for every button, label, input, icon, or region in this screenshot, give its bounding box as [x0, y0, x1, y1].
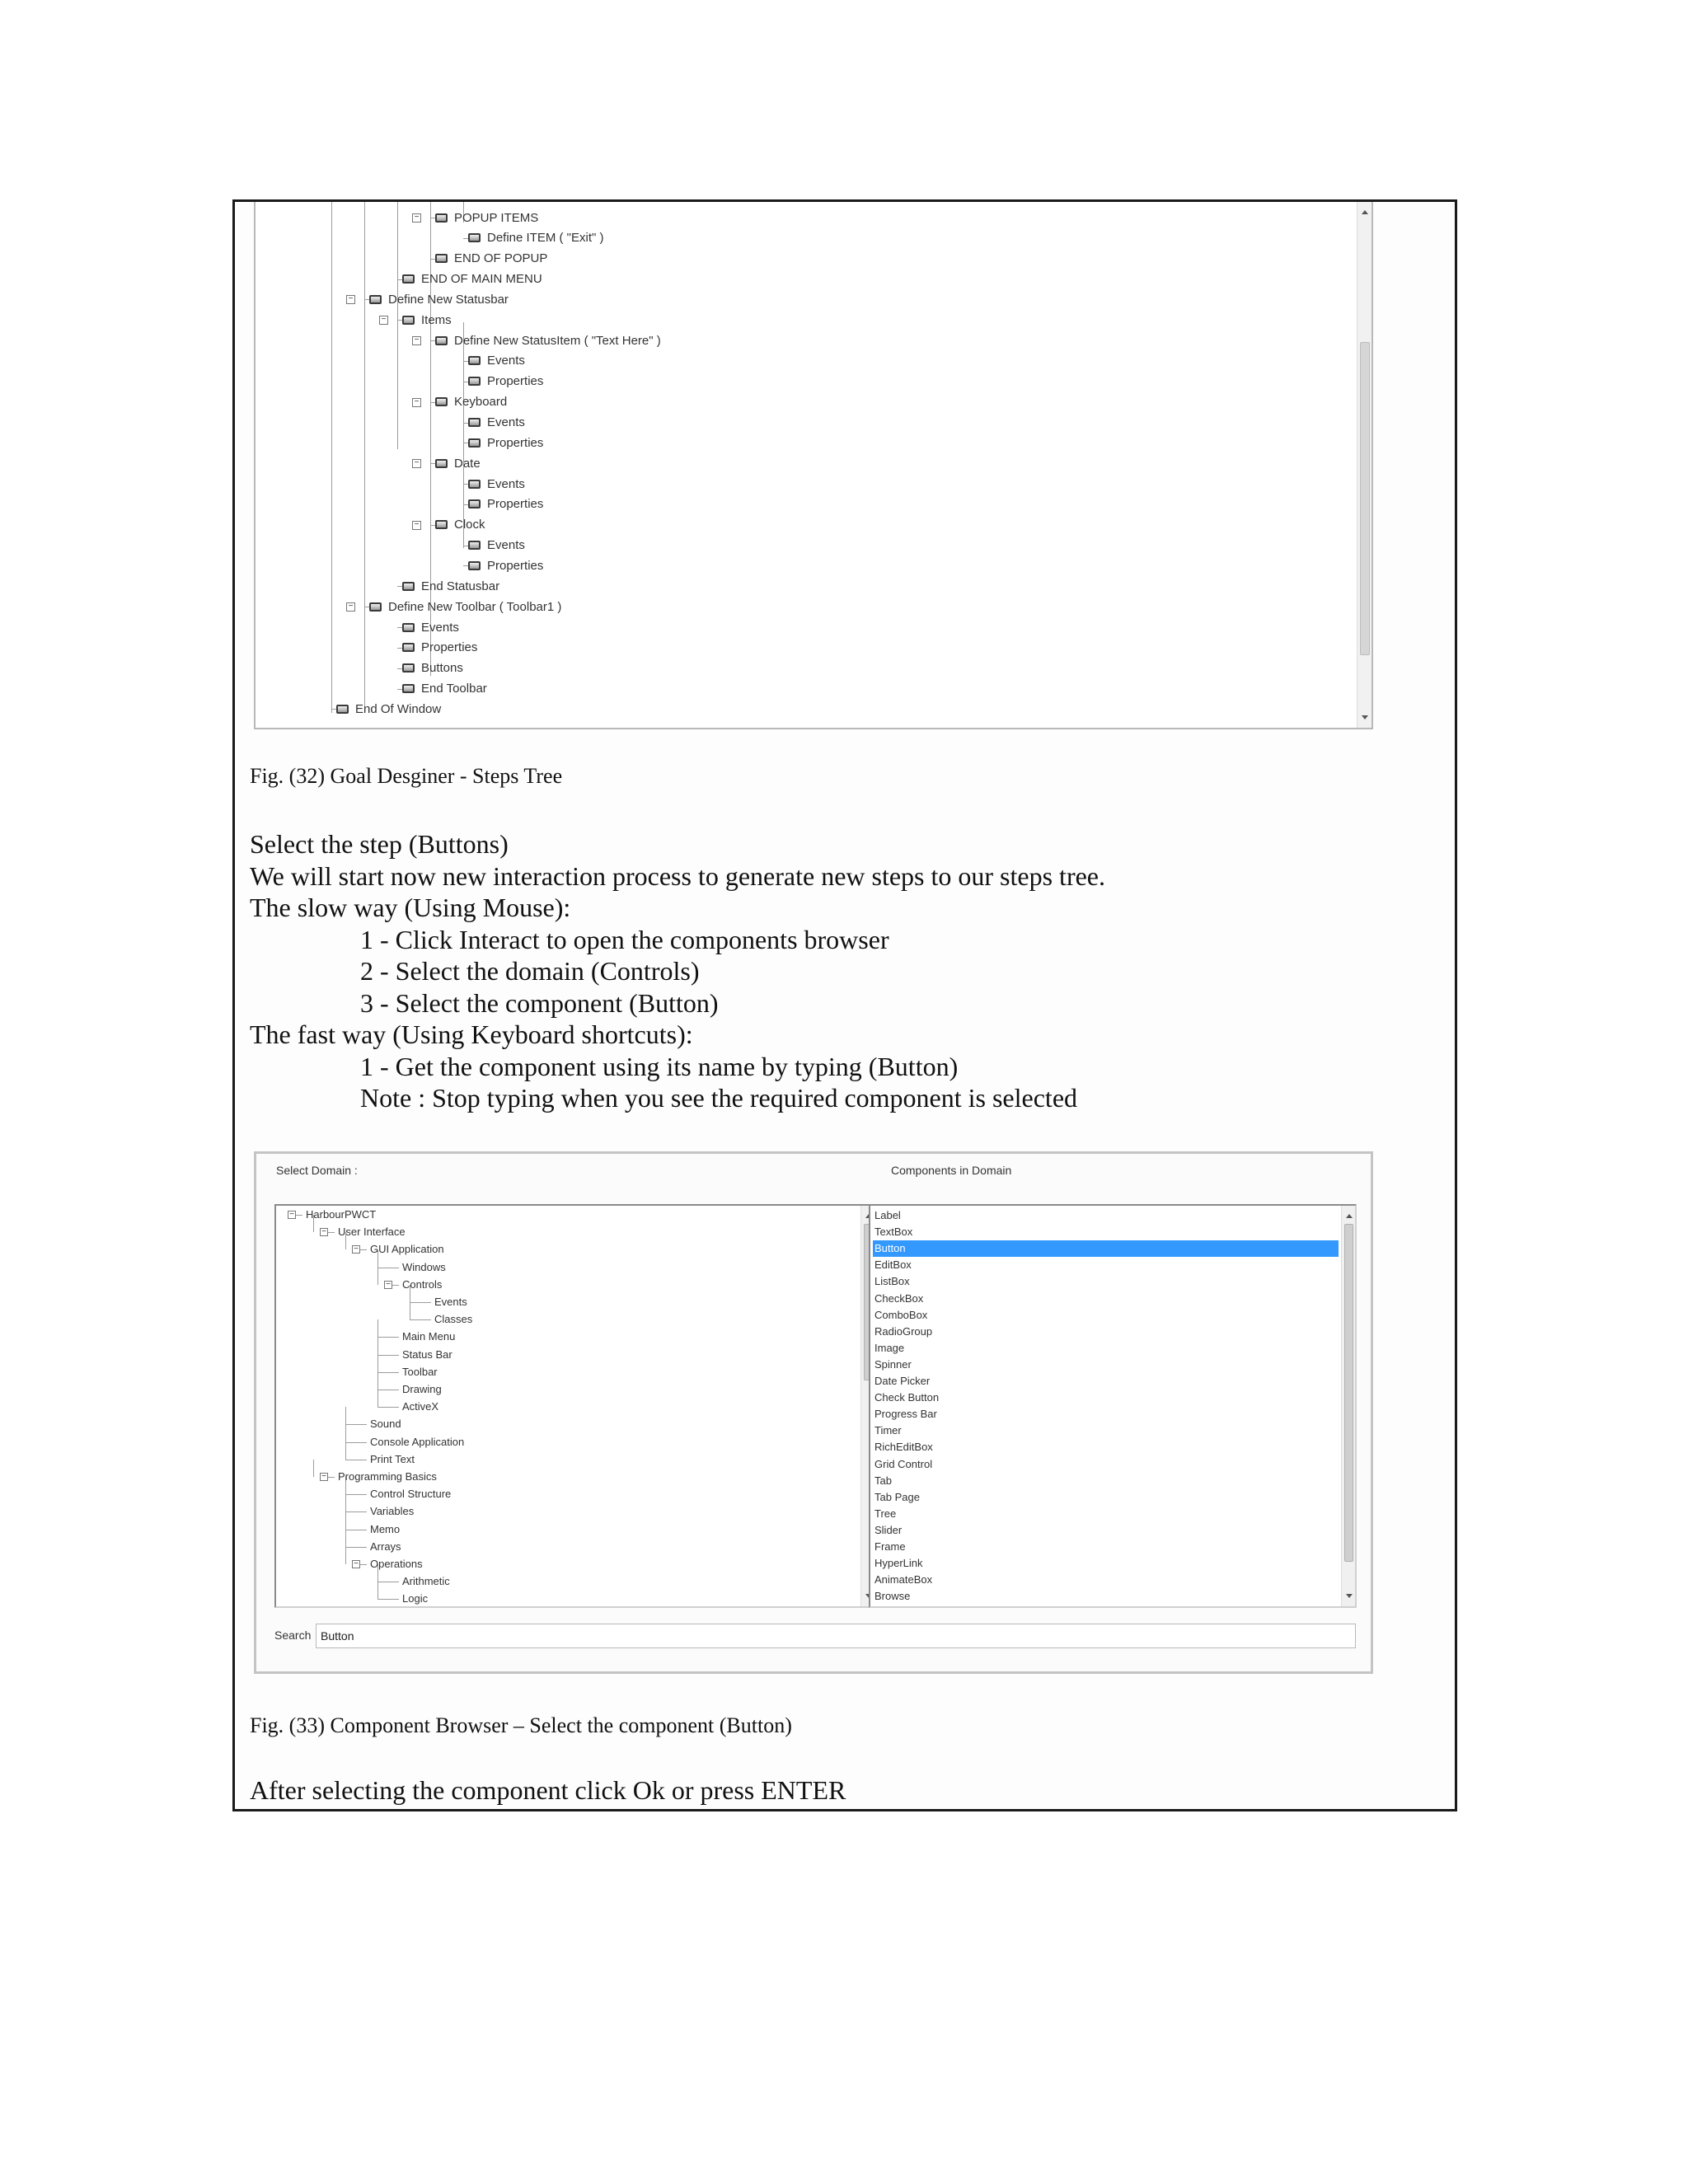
- collapse-icon[interactable]: −: [412, 213, 421, 223]
- instruction-note: Note : Stop typing when you see the required component is selected: [360, 1083, 1078, 1113]
- component-item[interactable]: CheckBox: [874, 1291, 924, 1305]
- tree-connector: [377, 1319, 378, 1337]
- steps-tree-node[interactable]: [402, 658, 463, 679]
- footer-text: After selecting the component click Ok or press ENTER: [250, 1775, 846, 1805]
- steps-tree-node[interactable]: [402, 575, 499, 597]
- step-node-icon: [435, 336, 448, 345]
- domain-tree-node[interactable]: Events: [434, 1296, 467, 1308]
- steps-tree-node[interactable]: [468, 412, 525, 434]
- step-node-icon: [468, 561, 481, 570]
- step-node-icon: [435, 520, 448, 529]
- steps-tree-node[interactable]: [402, 637, 477, 658]
- domain-tree-node[interactable]: Programming Basics: [338, 1470, 437, 1483]
- steps-tree-node-label: Events: [421, 620, 459, 635]
- tree-connector: [345, 1530, 346, 1547]
- tree-connector: [345, 1547, 367, 1548]
- instruction-step: 3 - Select the component (Button): [360, 987, 719, 1018]
- step-node-icon: [468, 377, 481, 386]
- tree-connector: [377, 1355, 378, 1372]
- domain-tree-node[interactable]: Main Menu: [402, 1330, 456, 1343]
- domain-tree-node[interactable]: HarbourPWCT: [306, 1208, 377, 1221]
- search-input[interactable]: Button: [316, 1624, 1356, 1648]
- tree-connector: [377, 1407, 399, 1408]
- steps-tree-node[interactable]: [468, 227, 604, 249]
- steps-tree-node[interactable]: [414, 391, 508, 413]
- components-list-panel[interactable]: [869, 1204, 1357, 1608]
- steps-tree-node[interactable]: [348, 288, 509, 310]
- steps-tree-node[interactable]: [414, 514, 485, 536]
- step-node-icon: [468, 499, 481, 509]
- tree-connector: [377, 1582, 378, 1599]
- steps-tree-node-label: End Of Window: [355, 701, 442, 716]
- scroll-down-arrow-icon[interactable]: [1346, 1594, 1353, 1598]
- steps-tree-node[interactable]: [468, 350, 525, 372]
- step-node-icon: [435, 254, 448, 263]
- scroll-up-arrow-icon[interactable]: [1362, 210, 1368, 214]
- step-node-icon: [468, 480, 481, 489]
- tree-connector: [377, 1355, 399, 1356]
- steps-tree-node-label: Define New Statusbar: [388, 292, 509, 307]
- collapse-icon[interactable]: −: [346, 295, 355, 304]
- step-node-icon: [435, 397, 448, 406]
- tree-connector: [328, 1477, 335, 1478]
- collapse-icon[interactable]: −: [412, 336, 421, 345]
- collapse-icon[interactable]: −: [412, 459, 421, 468]
- component-item[interactable]: RichEditBox: [874, 1441, 933, 1454]
- step-node-icon: [468, 438, 481, 448]
- step-node-icon: [336, 705, 349, 714]
- select-domain-label: Select Domain :: [276, 1164, 358, 1177]
- scrollbar-thumb[interactable]: [1344, 1224, 1353, 1562]
- steps-tree-node-label: Events: [487, 415, 525, 429]
- steps-tree-node[interactable]: [402, 616, 459, 638]
- collapse-icon[interactable]: −: [288, 1211, 296, 1219]
- domain-tree-node[interactable]: Classes: [434, 1313, 473, 1326]
- steps-tree-node-label: END OF MAIN MENU: [421, 272, 542, 287]
- scroll-up-arrow-icon[interactable]: [1346, 1214, 1353, 1218]
- domain-tree-panel[interactable]: [274, 1204, 876, 1608]
- component-item[interactable]: Timer: [874, 1424, 902, 1437]
- tree-connector: [345, 1511, 367, 1512]
- domain-tree-node[interactable]: Windows: [402, 1260, 446, 1273]
- components-label: Components in Domain: [891, 1164, 1012, 1177]
- tree-connector: [345, 1494, 346, 1511]
- tree-connector: [364, 202, 365, 706]
- domain-tree-node[interactable]: Status Bar: [402, 1347, 452, 1361]
- fig32-caption: Fig. (32) Goal Desginer - Steps Tree: [250, 764, 563, 788]
- tree-connector: [410, 1302, 431, 1303]
- steps-tree-node[interactable]: [468, 371, 543, 392]
- steps-tree-node-label: End Statusbar: [421, 579, 500, 593]
- step-node-icon: [402, 623, 415, 632]
- steps-tree-screenshot: [254, 202, 1373, 729]
- component-item-selected[interactable]: Button: [873, 1240, 1339, 1257]
- steps-tree-node[interactable]: [381, 309, 452, 330]
- domain-tree-node[interactable]: Variables: [370, 1505, 415, 1518]
- tree-connector: [377, 1372, 378, 1390]
- tree-connector: [345, 1442, 367, 1443]
- step-node-icon: [468, 356, 481, 365]
- steps-tree-node-label: Define New StatusItem ( "Text Here" ): [454, 333, 661, 348]
- component-item[interactable]: RadioGroup: [874, 1324, 933, 1338]
- component-item[interactable]: HyperLink: [874, 1557, 923, 1570]
- steps-tree-node[interactable]: [336, 698, 441, 719]
- component-item[interactable]: Grid Control: [874, 1457, 933, 1470]
- collapse-icon[interactable]: −: [346, 602, 355, 612]
- steps-tree-node-label: Events: [487, 538, 525, 553]
- collapse-icon[interactable]: −: [412, 521, 421, 530]
- steps-tree-node[interactable]: [414, 330, 661, 351]
- steps-tree-node[interactable]: [402, 269, 542, 290]
- steps-tree-node[interactable]: [402, 678, 487, 700]
- domain-tree-node[interactable]: Toolbar: [402, 1365, 438, 1378]
- steps-tree-node-label: Events: [487, 354, 525, 368]
- component-browser-screenshot: [254, 1151, 1373, 1674]
- steps-tree-node-label: Properties: [421, 640, 478, 655]
- component-item[interactable]: Date Picker: [874, 1375, 931, 1387]
- collapse-icon[interactable]: −: [352, 1245, 360, 1254]
- domain-tree-node[interactable]: Print Text: [370, 1452, 415, 1465]
- tree-connector: [377, 1372, 399, 1373]
- steps-tree-node-label: Date: [454, 456, 481, 471]
- steps-tree-node-label: Clock: [454, 518, 485, 532]
- step-node-icon: [402, 316, 415, 325]
- step-node-icon: [468, 541, 481, 550]
- component-item[interactable]: Progress Bar: [874, 1408, 937, 1421]
- steps-tree-node[interactable]: [435, 248, 547, 269]
- collapse-icon[interactable]: −: [320, 1473, 328, 1481]
- component-item[interactable]: Spinner: [874, 1357, 912, 1371]
- scrollbar-thumb[interactable]: [1360, 342, 1370, 655]
- steps-tree-node-label: Items: [421, 312, 452, 327]
- component-item[interactable]: Browse: [874, 1590, 911, 1603]
- instruction-step: 2 - Select the domain (Controls): [360, 956, 700, 986]
- instruction-step: 1 - Click Interact to open the components browser: [360, 924, 889, 954]
- tree-connector: [360, 1564, 367, 1565]
- collapse-icon[interactable]: −: [320, 1228, 328, 1236]
- step-node-icon: [468, 418, 481, 427]
- document-frame: [232, 199, 1457, 1811]
- domain-tree-node[interactable]: GUI Application: [370, 1243, 444, 1256]
- domain-tree-node[interactable]: Control Structure: [370, 1488, 452, 1501]
- steps-tree-node-label: END OF POPUP: [454, 251, 548, 266]
- tree-connector: [313, 1460, 314, 1477]
- tree-connector: [296, 1215, 302, 1216]
- instruction-line: The fast way (Using Keyboard shortcuts):: [250, 1019, 693, 1049]
- component-item[interactable]: Tab Page: [874, 1490, 920, 1503]
- domain-tree-node[interactable]: Logic: [402, 1592, 429, 1605]
- domain-tree-node[interactable]: Arithmetic: [402, 1575, 450, 1588]
- domain-tree-node[interactable]: Memo: [370, 1522, 401, 1535]
- component-item[interactable]: EditBox: [874, 1258, 912, 1272]
- component-item[interactable]: ComboBox: [874, 1308, 928, 1321]
- tree-connector: [345, 1424, 367, 1425]
- steps-tree-node-label: Events: [487, 476, 525, 491]
- steps-tree-node-label: Define New Toolbar ( Toolbar1 ): [388, 599, 562, 614]
- step-node-icon: [402, 643, 415, 652]
- search-label: Search: [274, 1629, 312, 1642]
- tree-connector: [377, 1268, 378, 1285]
- tree-connector: [345, 1407, 346, 1424]
- steps-tree-node-label: Properties: [487, 374, 544, 389]
- tree-connector: [397, 202, 398, 449]
- fig33-caption: Fig. (33) Component Browser – Select the component (Button): [250, 1713, 792, 1737]
- steps-tree-node-label: End Toolbar: [421, 682, 487, 696]
- scroll-down-arrow-icon[interactable]: [1362, 715, 1368, 719]
- step-node-icon: [435, 213, 448, 223]
- step-node-icon: [402, 274, 415, 284]
- tree-connector: [345, 1425, 346, 1442]
- domain-tree-node[interactable]: Sound: [370, 1418, 401, 1431]
- collapse-icon[interactable]: −: [412, 398, 421, 407]
- steps-tree-node-label: POPUP ITEMS: [454, 210, 539, 225]
- steps-tree-node[interactable]: [468, 432, 543, 453]
- step-node-icon: [369, 295, 382, 304]
- step-node-icon: [369, 602, 382, 612]
- step-node-icon: [435, 459, 448, 468]
- tree-connector: [328, 1232, 335, 1233]
- collapse-icon[interactable]: −: [352, 1560, 360, 1568]
- steps-tree-node[interactable]: [468, 535, 525, 556]
- component-item[interactable]: ListBox: [874, 1275, 910, 1288]
- component-item[interactable]: Slider: [874, 1523, 903, 1536]
- domain-tree-node[interactable]: Controls: [402, 1277, 443, 1291]
- instruction-line: We will start now new interaction process to generate new steps to our steps tree.: [250, 860, 1105, 891]
- tree-connector: [377, 1599, 399, 1600]
- steps-tree-node-label: Properties: [487, 558, 544, 573]
- domain-tree-node[interactable]: Drawing: [402, 1383, 442, 1395]
- component-item[interactable]: AnimateBox: [874, 1573, 933, 1586]
- component-item[interactable]: Image: [874, 1341, 905, 1354]
- steps-tree-node-label: Buttons: [421, 661, 463, 676]
- instruction-step: 1 - Get the component using its name by typing (Button): [360, 1051, 959, 1081]
- domain-tree-node[interactable]: Operations: [370, 1558, 423, 1570]
- tree-connector: [345, 1442, 346, 1460]
- tree-connector: [392, 1285, 399, 1286]
- tree-connector: [331, 202, 332, 713]
- steps-tree-node[interactable]: [468, 473, 525, 494]
- component-item[interactable]: Tab: [874, 1474, 892, 1487]
- collapse-icon[interactable]: −: [379, 316, 388, 325]
- component-item[interactable]: Label: [874, 1209, 901, 1221]
- tree-connector: [345, 1547, 346, 1564]
- domain-tree-node[interactable]: Arrays: [370, 1540, 401, 1553]
- domain-tree-node[interactable]: User Interface: [338, 1226, 406, 1239]
- steps-tree-node[interactable]: [414, 207, 539, 228]
- tree-connector: [345, 1512, 346, 1530]
- steps-tree-node-label: Define ITEM ( "Exit" ): [487, 231, 604, 246]
- tree-connector: [410, 1319, 431, 1320]
- step-node-icon: [468, 233, 481, 242]
- tree-connector: [377, 1337, 399, 1338]
- steps-tree-node[interactable]: [468, 494, 543, 515]
- component-item[interactable]: Tree: [874, 1507, 897, 1520]
- step-node-icon: [402, 684, 415, 693]
- tree-connector: [360, 1249, 367, 1250]
- steps-tree-node[interactable]: [414, 452, 481, 474]
- steps-tree-node[interactable]: [348, 596, 562, 617]
- step-node-icon: [402, 582, 415, 591]
- collapse-icon[interactable]: −: [384, 1281, 392, 1289]
- domain-tree-node[interactable]: Console Application: [370, 1435, 465, 1448]
- steps-tree-node-label: Keyboard: [454, 395, 508, 410]
- instructions: [250, 828, 1105, 1114]
- step-node-icon: [402, 663, 415, 673]
- component-item[interactable]: Check Button: [874, 1391, 940, 1404]
- component-item[interactable]: Frame: [874, 1540, 906, 1553]
- domain-tree-node[interactable]: ActiveX: [402, 1400, 439, 1413]
- instruction-line: Select the step (Buttons): [250, 829, 509, 859]
- steps-tree-node-label: Properties: [487, 497, 544, 512]
- tree-connector: [345, 1494, 367, 1495]
- steps-tree-node-label: Properties: [487, 435, 544, 450]
- component-item[interactable]: TextBox: [874, 1226, 913, 1239]
- steps-tree-scrollbar[interactable]: [1357, 202, 1372, 728]
- tree-connector: [377, 1338, 378, 1355]
- tree-connector: [377, 1390, 378, 1407]
- components-list-scrollbar[interactable]: [1341, 1206, 1355, 1606]
- instruction-line: The slow way (Using Mouse):: [250, 893, 571, 922]
- steps-tree-node[interactable]: [468, 555, 543, 576]
